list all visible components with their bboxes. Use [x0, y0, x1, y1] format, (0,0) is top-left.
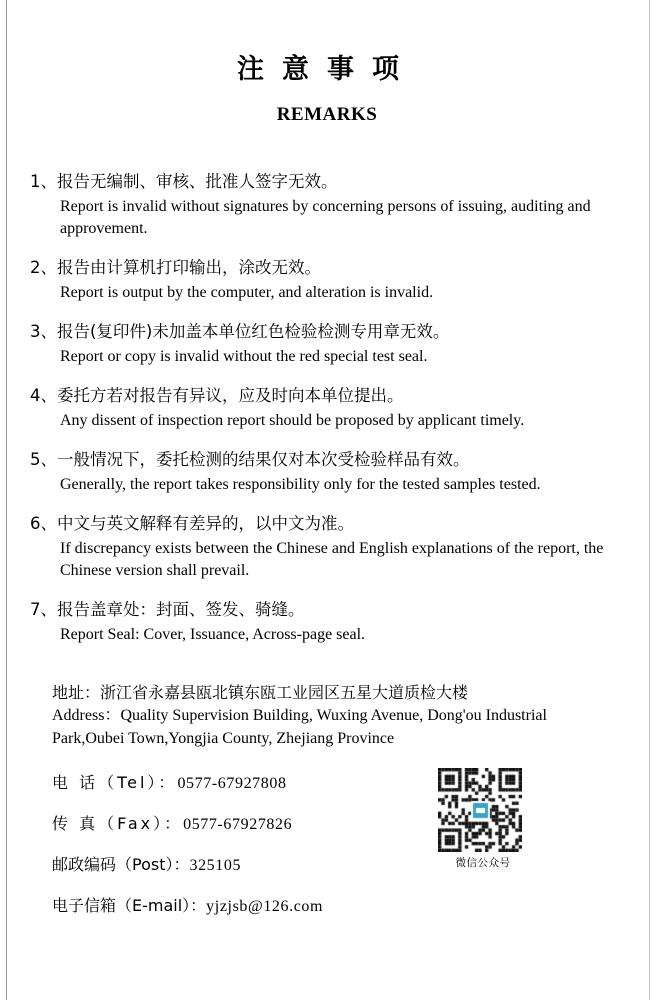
remark-cn: 2、报告由计算机打印输出，涂改无效。: [30, 258, 321, 278]
remark-cn: 6、中文与英文解释有差异的，以中文为准。: [30, 514, 354, 534]
contact-block: [24, 680, 624, 916]
list-item: [30, 512, 624, 582]
page-right-rule: [649, 0, 650, 1000]
remark-en: Generally, the report takes responsibility only for the tested samples tested.: [60, 476, 541, 493]
wechat-qr-block: [438, 768, 528, 870]
post-row: [52, 852, 624, 875]
remark-en: Report Seal: Cover, Issuance, Across-page seal.: [60, 626, 366, 644]
qr-caption: 微信公众号: [455, 857, 511, 870]
fax-label: 传 真（Fax）：: [52, 813, 184, 833]
list-item: [30, 256, 624, 304]
list-item: [30, 320, 624, 368]
contact-lines: [52, 770, 624, 916]
address-en: Address：Quality Supervision Building, Wuxing Avenue, Dong'ou Industrial Park,Oubei Town,Yongjia County, Zhejiang Province: [52, 707, 547, 747]
list-item: [30, 598, 624, 646]
tel-value: 0577-67927808: [177, 774, 287, 792]
list-item: [30, 448, 624, 496]
remark-cn: 5、一般情况下，委托检测的结果仅对本次受检验样品有效。: [30, 450, 470, 470]
remark-cn: 4、委托方若对报告有异议，应及时向本单位提出。: [30, 386, 404, 406]
email-label: 电子信箱（E-mail）：: [52, 895, 207, 915]
fax-row: [52, 811, 624, 834]
post-label: 邮政编码（Post）：: [52, 854, 190, 874]
page-title-en: REMARKS: [276, 104, 378, 125]
list-item: [30, 170, 624, 240]
post-value: 325105: [189, 856, 242, 874]
page-left-rule: [6, 0, 7, 1000]
qr-code-icon: [438, 768, 522, 852]
remark-en: Any dissent of inspection report should be proposed by applicant timely.: [60, 412, 525, 429]
remark-cn: 7、报告盖章处：封面、签发、骑缝。: [30, 600, 305, 620]
remark-en: Report is output by the computer, and alteration is invalid.: [60, 284, 434, 301]
remark-cn: 3、报告(复印件)未加盖本单位红色检验检测专用章无效。: [30, 322, 450, 342]
tel-label: 电 话（Tel）：: [52, 772, 178, 792]
remark-en: If discrepancy exists between the Chinese and English explanations of the report, the Chinese version shall prevail.: [60, 540, 604, 580]
address-cn: 地址：浙江省永嘉县瓯北镇东瓯工业园区五星大道质检大楼: [52, 683, 469, 703]
remark-cn: 1、报告无编制、审核、批准人签字无效。: [30, 172, 338, 191]
email-row: [52, 893, 624, 916]
remark-en: Report is invalid without signatures by concerning persons of issuing, auditing and approvement.: [60, 197, 591, 237]
remarks-list: [30, 170, 624, 646]
email-value: yjzjsb@126.com: [206, 897, 324, 915]
page-title-cn: 注意事项: [237, 54, 417, 85]
list-item: [30, 384, 624, 432]
remark-en: Report or copy is invalid without the red special test seal.: [60, 348, 428, 365]
fax-value: 0577-67927826: [183, 815, 293, 833]
tel-row: [52, 770, 624, 793]
